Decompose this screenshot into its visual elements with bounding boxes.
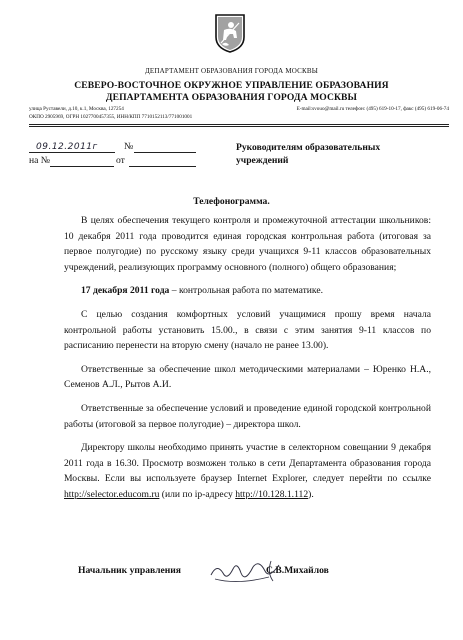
document-body <box>64 213 431 511</box>
no-label: № <box>124 141 134 152</box>
ip-address-link[interactable]: http://10.128.1.112 <box>235 488 309 500</box>
org-codes: ОКПО 2905969, ОГРН 1027700457355, ИНН/КПП 7710152113/771001001 <box>29 114 193 120</box>
document-title: Телефонограмма. <box>193 196 270 207</box>
paragraph-4: Ответственные за обеспечение школ методическими материалами – Юренко Н.А., Семенов А.Л., Рытов А.И. <box>64 363 431 391</box>
header-divider <box>29 124 449 125</box>
phones: телефон: (495) 619-10-17, факс (495) 619-06-74 <box>345 106 449 112</box>
department-name: ДЕПАРТАМЕНТ ОБРАЗОВАНИЯ ГОРОДА МОСКВЫ <box>144 67 319 75</box>
ref-date-line <box>129 166 196 167</box>
ref-from-label: от <box>116 155 125 166</box>
recipient-block <box>236 141 446 167</box>
paragraph-2 <box>64 283 431 299</box>
paragraph-6 <box>64 440 431 502</box>
recipient-line2: учреждений <box>236 155 289 166</box>
email: E-mail:svouo@mail.ru <box>296 106 345 112</box>
handwritten-date: 09.12.2011г <box>36 142 98 152</box>
selector-link[interactable]: http://selector.educom.ru <box>64 488 160 500</box>
paragraph-2-text: – контрольная работа по математике. <box>169 285 323 297</box>
signature-block <box>78 565 438 576</box>
number-line <box>134 152 196 153</box>
paragraph-3: С целью создания комфортных условий учащимися прошу время начала контрольной работы установить 15.00., в связи с этим занятия 9-11 классов по расписанию перенести на вторую смену (начало не ранее 13.00). <box>64 308 431 352</box>
ref-number-line <box>50 166 114 167</box>
moscow-coat-of-arms-icon <box>214 13 246 53</box>
org-title-line1: СЕВЕРО-ВОСТОЧНОЕ ОКРУЖНОЕ УПРАВЛЕНИЕ ОБРАЗОВАНИЯ <box>74 80 389 91</box>
ref-no-label: на № <box>29 155 50 166</box>
org-title-line2: ДЕПАРТАМЕНТА ОБРАЗОВАНИЯ ГОРОДА МОСКВЫ <box>105 92 358 103</box>
contacts-block <box>29 105 449 121</box>
header-divider-thin <box>29 126 449 127</box>
paragraph-6-text: Директору школы необходимо принять участие в селекторном совещании 9 декабря 2011 года в 16.30. Просмотр возможен только в сети Департамента образования города Москвы. Если вы используете браузер Internet Explorer, следует перейти по ссылке <box>64 442 431 485</box>
date-line <box>29 152 115 153</box>
signer-name: С.В.Михайлов <box>266 565 329 576</box>
exam-date-bold: 17 декабря 2011 года <box>81 285 170 297</box>
address: улица Руставели, д.10, к.1, Москва, 127254 <box>29 106 124 112</box>
paragraph-6-end: ). <box>308 488 314 500</box>
recipient-line1: Руководителям образовательных <box>236 142 381 153</box>
paragraph-6-mid: (или по ip-адресу <box>159 488 236 500</box>
paragraph-5: Ответственные за обеспечение условий и проведение единой городской контрольной работы (итоговой за первое полугодие) – директора школ. <box>64 402 431 430</box>
signer-position: Начальник управления <box>78 565 182 576</box>
paragraph-1: В целях обеспечения текущего контроля и промежуточной аттестации школьников: 10 декабря 2011 года проводится единая городская контрольная работа (итоговая за первое полугодие) по русскому языку среди учащихся 9-11 классов образовательных учреждений, реализующих программу основного (полного) общего образования; <box>64 215 431 273</box>
